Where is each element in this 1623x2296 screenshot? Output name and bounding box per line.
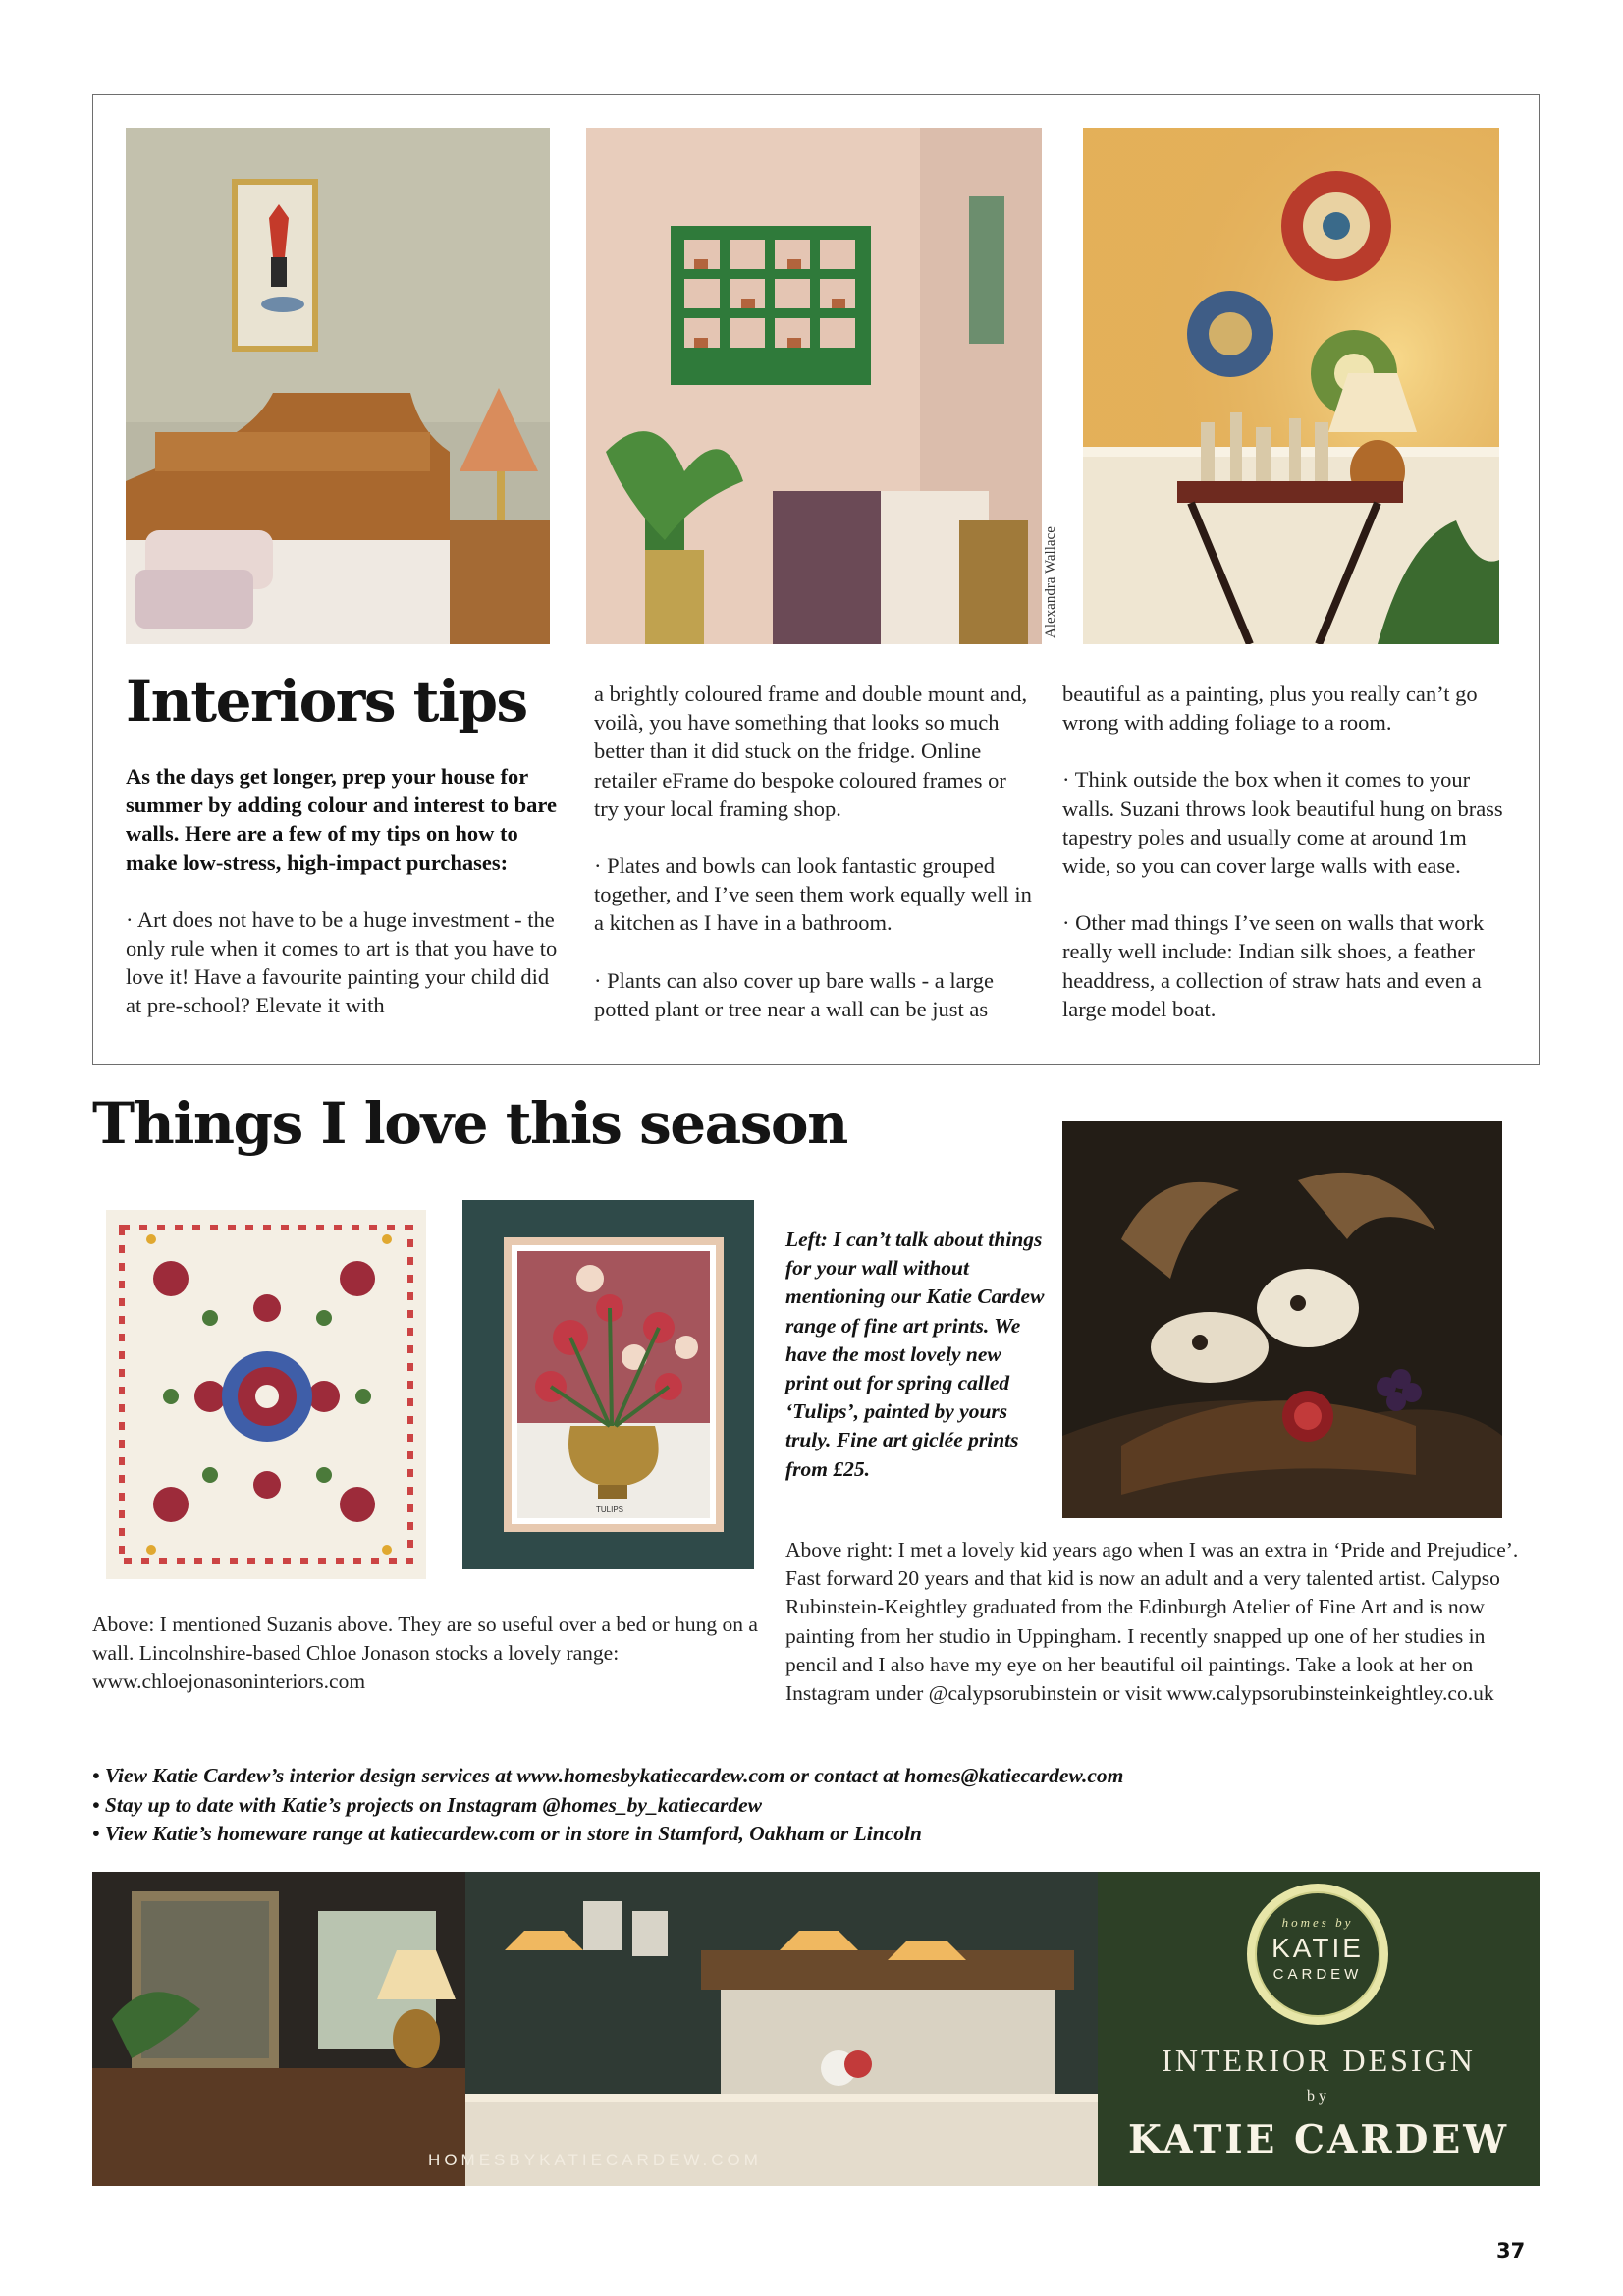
tip-plates: · Plates and bowls can look fantastic grouped together, and I’ve seen them work equally well in a kitchen as I have in a bathroom. xyxy=(594,853,1032,936)
suzani-throw-photo xyxy=(92,1200,442,1587)
bullet-homeware: • View Katie’s homeware range at katiecardew.com or in store in Stamford, Oakham or Lincoln xyxy=(92,1822,922,1845)
tip-other: · Other mad things I’ve seen on walls that work really well include: Indian silk shoes, a feather headdress, a collection of straw hats and even a large model boat. xyxy=(1062,910,1485,1021)
ad-interior-design-heading: INTERIOR DESIGN xyxy=(1162,2043,1476,2078)
ad-brand-name: KATIE CARDEW xyxy=(1127,2117,1510,2162)
kitchen-ad-photo xyxy=(92,1872,1098,2186)
ad-by-text: by xyxy=(1307,2088,1330,2105)
tips-column-1 xyxy=(126,762,558,1049)
still-life-painting-photo xyxy=(1062,1121,1502,1518)
contact-bullets xyxy=(92,1762,1467,1849)
interiors-tips-title: Interiors tips xyxy=(126,668,527,735)
bullet-instagram: • Stay up to date with Katie’s projects on Instagram @homes_by_katiecardew xyxy=(92,1792,762,1817)
logo-cardew: CARDEW xyxy=(1272,1966,1363,1983)
tip-plants-part-2: beautiful as a painting, plus you really can’t go wrong with adding foliage to a room. xyxy=(1062,682,1478,736)
logo-katie: KATIE xyxy=(1271,1933,1364,1963)
tip-art-part-1: · Art does not have to be a huge investment - the only rule when it comes to art is that you have to love it! Have a favourite painting your child did at pre-school? Elevate it with xyxy=(126,906,558,1018)
logo-homes-by: homes by xyxy=(1281,1915,1354,1930)
page-number: 37 xyxy=(1496,2239,1526,2263)
plates-wall-photo xyxy=(1083,128,1499,644)
tips-column-2 xyxy=(594,680,1036,1052)
tips-intro: As the days get longer, prep your house for summer by adding colour and interest to bare walls. Here are a few of my tips on how to make low-stress, high-impact purchases: xyxy=(126,764,557,875)
tulips-print-label: TULIPS xyxy=(595,1505,624,1514)
bedroom-photo xyxy=(126,128,550,644)
ad-website-url: HOMESBYKATIECARDEW.COM xyxy=(428,2151,762,2169)
tip-art-part-2: a brightly coloured frame and double mount and, voilà, you have something that looks so much better than it did stuck on the fridge. Online retailer eFrame do bespoke coloured frames or try your local framing shop. xyxy=(594,682,1028,821)
caption-calypso: Above right: I met a lovely kid years ago when I was an extra in ‘Pride and Prejudice’. Fast forward 20 years and that kid is now an adult and a very talented artist. Calypso Rubinstein-Keightley graduated from the Edinburgh Atelier of Fine Art and is now painting from her studio in Uppingham. I recently snapped up one of her studies in pencil and I also have my eye on her beautiful oil paintings. Take a look at her on Instagram under @calypsorubinstein or visit www.calypsorubinsteinkeightley.co.uk xyxy=(785,1538,1519,1706)
green-shelf-photo xyxy=(586,128,1042,644)
tip-suzani: · Think outside the box when it comes to your walls. Suzani throws look beautiful hung on brass tapestry poles and usually come at around 1m wide, so you can cover large walls with ease. xyxy=(1062,767,1503,879)
caption-tulips-print: Left: I can’t talk about things for your wall without mentioning our Katie Cardew range of fine art prints. We have the most lovely new print out for spring called ‘Tulips’, painted by yours truly. Fine art giclée prints from £25. xyxy=(785,1228,1045,1481)
tulips-print-photo xyxy=(462,1200,754,1569)
things-i-love-title: Things I love this season xyxy=(92,1090,847,1157)
tips-column-3 xyxy=(1062,680,1510,1052)
bullet-design-services: • View Katie Cardew’s interior design services at www.homesbykatiecardew.com or contact at homes@katiecardew.com xyxy=(92,1764,1124,1787)
photo-credit: Alexandra Wallace xyxy=(1043,526,1058,638)
tip-plants-part-1: · Plants can also cover up bare walls - a large potted plant or tree near a wall can be just as xyxy=(594,967,994,1021)
caption-suzani: Above: I mentioned Suzanis above. They are so useful over a bed or hung on a wall. Lincolnshire-based Chloe Jonason stocks a lovely range: www.chloejonasoninteriors.com xyxy=(92,1613,758,1694)
